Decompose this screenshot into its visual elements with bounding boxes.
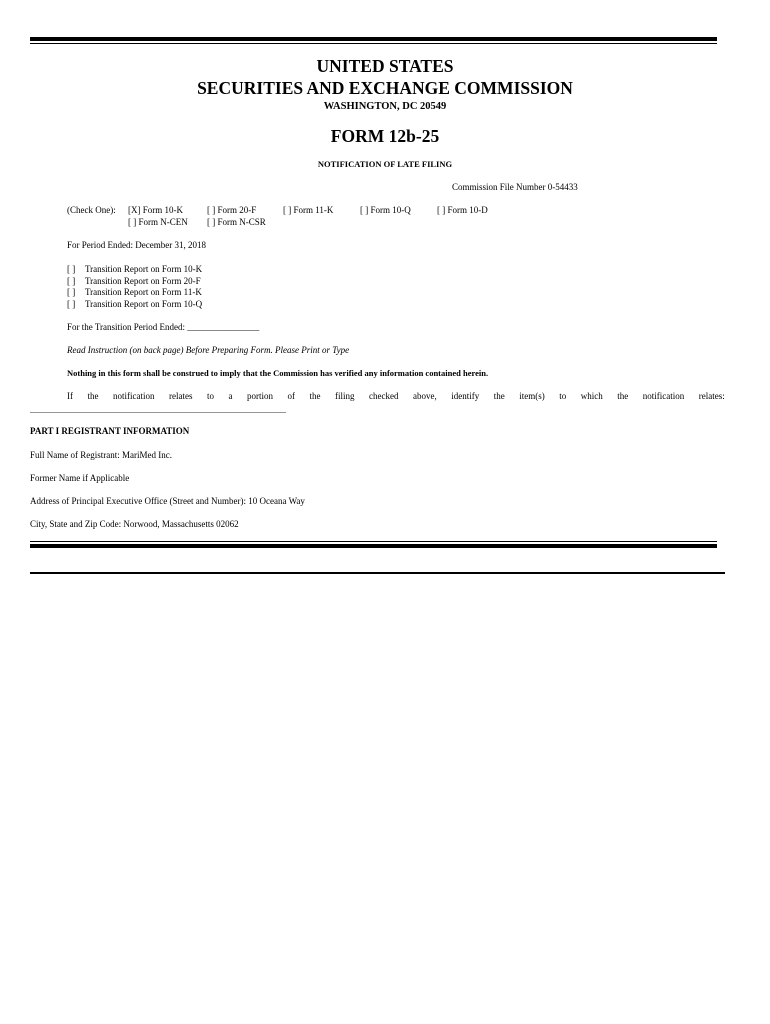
checkbox-form-10q: [ ] Form 10-Q	[360, 205, 411, 215]
commission-file-number: Commission File Number 0-54433	[452, 182, 578, 192]
city-state-zip: City, State and Zip Code: Norwood, Massachusetts 02062	[30, 519, 239, 529]
top-rule-thick	[30, 37, 717, 41]
part1-heading: PART I REGISTRANT INFORMATION	[30, 426, 190, 436]
checkbox-form-20f: [ ] Form 20-F	[207, 205, 257, 215]
transition-report-label: Transition Report on Form 10-K	[85, 264, 203, 274]
former-name: Former Name if Applicable	[30, 473, 130, 483]
portion-word: portion	[247, 391, 273, 401]
transition-report-checkbox: [ ]	[67, 287, 76, 297]
portion-word: relates	[169, 391, 193, 401]
portion-word: a	[228, 391, 233, 401]
checkbox-form-11k: [ ] Form 11-K	[283, 205, 334, 215]
check-one-section	[67, 205, 717, 229]
portion-word: If	[67, 391, 73, 401]
checkbox-form-ncsr: [ ] Form N-CSR	[207, 217, 266, 227]
disclaimer: Nothing in this form shall be construed to imply that the Commission has verified any information contained herein.	[67, 368, 489, 378]
form-name: FORM 12b-25	[330, 126, 440, 146]
transition-report-label: Transition Report on Form 11-K	[85, 287, 202, 297]
address-line: WASHINGTON, DC 20549	[323, 101, 447, 112]
portion-word: to	[559, 391, 567, 401]
portion-word: relates:	[698, 391, 725, 401]
period-ended: For Period Ended: December 31, 2018	[67, 240, 206, 250]
transition-report-item	[67, 264, 202, 276]
portion-word: notification	[113, 391, 155, 401]
registrant-full-name: Full Name of Registrant: MariMed Inc.	[30, 450, 172, 460]
portion-word: filing	[335, 391, 355, 401]
checkbox-form-10k: [X] Form 10-K	[128, 205, 183, 215]
check-one-label: (Check One):	[67, 205, 116, 215]
page-separator	[30, 572, 725, 574]
instruction-line: Read Instruction (on back page) Before Preparing Form. Please Print or Type	[67, 345, 350, 355]
bottom-rule-thin	[30, 541, 717, 542]
portion-word: checked	[369, 391, 399, 401]
principal-office-address: Address of Principal Executive Office (Street and Number): 10 Oceana Way	[30, 496, 305, 506]
transition-report-item	[67, 276, 202, 288]
portion-word: the	[493, 391, 505, 401]
portion-word: which	[580, 391, 603, 401]
transition-report-item	[67, 299, 202, 311]
portion-word: item(s)	[519, 391, 545, 401]
portion-word: to	[206, 391, 214, 401]
notice-title: NOTIFICATION OF LATE FILING	[317, 159, 453, 169]
portion-word: above,	[412, 391, 437, 401]
title-sec: SECURITIES AND EXCHANGE COMMISSION	[197, 78, 573, 98]
transition-report-checkbox: [ ]	[67, 275, 76, 286]
checkbox-form-10d: [ ] Form 10-D	[437, 205, 488, 215]
title-united-states: UNITED STATES	[316, 56, 454, 76]
bottom-rule-thick	[30, 544, 717, 548]
portion-word: identify	[451, 391, 480, 401]
portion-word: the	[87, 391, 99, 401]
portion-word: the	[617, 391, 629, 401]
portion-word: of	[287, 391, 295, 401]
transition-report-list	[67, 264, 202, 310]
portion-statement	[67, 391, 725, 401]
portion-word: notification	[642, 391, 685, 401]
checkbox-form-ncen: [ ] Form N-CEN	[128, 217, 188, 227]
portion-blank-line: ________________________________________________________________	[30, 405, 286, 414]
transition-report-checkbox: [ ]	[67, 298, 76, 309]
top-rule-thin	[30, 43, 717, 44]
transition-report-label: Transition Report on Form 20-F	[85, 275, 201, 286]
transition-report-checkbox: [ ]	[67, 264, 76, 274]
transition-report-label: Transition Report on Form 10-Q	[85, 298, 203, 309]
portion-word: the	[309, 391, 321, 401]
transition-report-item	[67, 287, 202, 299]
transition-period-ended: For the Transition Period Ended: ________________	[67, 322, 260, 332]
